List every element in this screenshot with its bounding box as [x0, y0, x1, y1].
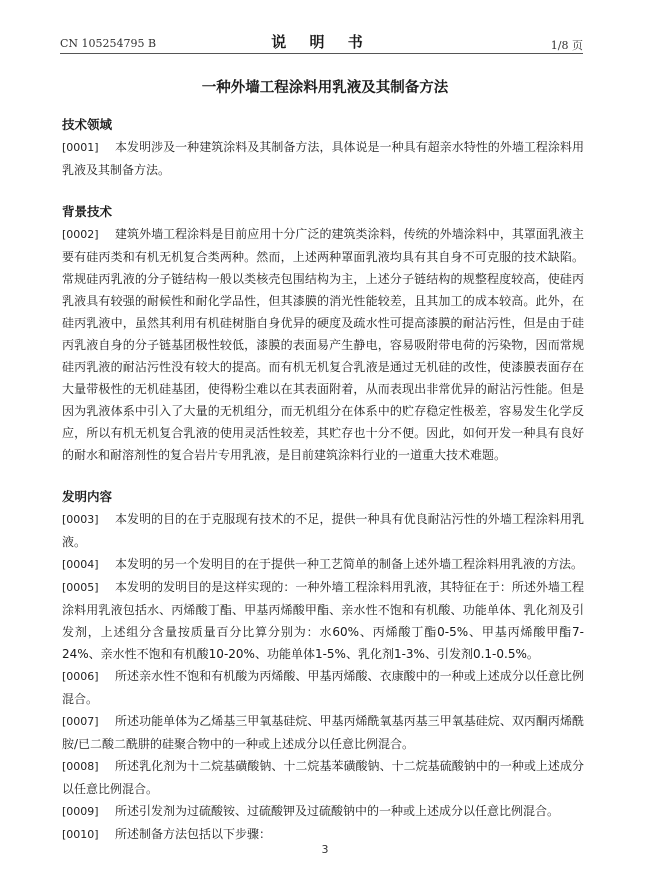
document-type: 说 明 书: [271, 33, 372, 51]
patent-number: CN 105254795 B: [60, 37, 157, 50]
paragraph-number: [0008]: [62, 760, 99, 773]
document-title: 一种外墙工程涂料用乳液及其制备方法: [201, 80, 449, 96]
page-indicator: 1/8 页: [550, 39, 583, 52]
page-number: 3: [321, 843, 329, 856]
paragraph-number: [0001]: [62, 141, 99, 154]
paragraph: [62, 665, 584, 710]
paragraph: [62, 576, 584, 665]
paragraph-number: [0007]: [62, 715, 99, 728]
paragraph-text: 本发明的另一个发明目的在于提供一种工艺简单的制备上述外墙工程涂料用乳液的方法。: [115, 557, 584, 571]
header-divider: [60, 53, 583, 54]
paragraph-text: 所述亲水性不饱和有机酸为丙烯酸、甲基丙烯酸、衣康酸中的一种或上述成分以任意比例混合。: [62, 669, 584, 706]
paragraph-number: [0003]: [62, 513, 99, 526]
page-header: [60, 28, 583, 54]
paragraph-text: 本发明的发明目的是这样实现的：一种外墙工程涂料用乳液，其特征在于：所述外墙工程涂料用乳液包括水、丙烯酸丁酯、甲基丙烯酸甲酯、亲水性不饱和有机酸、功能单体、乳化剂及引发剂，上述组分含量按质量百分比算分别为：水60%、丙烯酸丁酯0-5%、甲基丙烯酸甲酯7-24%、亲水性不饱和有机酸10-20%、功能单体1-5%、乳化剂1-3%、引发剂0.1-0.5%。: [62, 580, 584, 661]
paragraph: [62, 136, 584, 181]
paragraph-text: 本发明的目的在于克服现有技术的不足，提供一种具有优良耐沾污性的外墙工程涂料用乳液。: [62, 512, 584, 549]
paragraph-text: 所述引发剂为过硫酸铵、过硫酸钾及过硫酸钠中的一种或上述成分以任意比例混合。: [115, 804, 560, 818]
paragraph: [62, 800, 584, 823]
paragraph-number: [0004]: [62, 558, 99, 571]
section-heading: 发明内容: [62, 489, 113, 504]
paragraph-number: [0006]: [62, 670, 99, 683]
paragraph-number: [0005]: [62, 581, 99, 594]
paragraph-text: 所述乳化剂为十二烷基磺酸钠、十二烷基苯磺酸钠、十二烷基硫酸钠中的一种或上述成分以任意比例混合。: [62, 759, 584, 796]
paragraph-number: [0009]: [62, 805, 99, 818]
paragraph-text: 建筑外墙工程涂料是目前应用十分广泛的建筑类涂料，传统的外墙涂料中，其罩面乳液主要有硅丙类和有机无机复合类两种。然而，上述两种罩面乳液均具有其自身不可克服的技术缺陷。常规硅丙乳液的分子链结构一般以类核壳包围结构为主，上述分子链结构的规整程度较高，使硅丙乳液具有较强的耐候性和耐化学品性，但其漆膜的消光性能较差，且其加工的成本较高。此外，在硅丙乳液中，虽然其利用有机硅树脂自身优异的硬度及疏水性可提高漆膜的耐沾污性，但是由于硅丙乳液自身的分子链基团极性较低，漆膜的表面易产生静电，容易吸附带电荷的污染物，因而常规硅丙乳液的耐沾污性没有较大的提高。而有机无机复合乳液是通过无机硅的改性，使漆膜表面存在大量带极性的无机硅基团，使得粉尘难以在其表面附着，从而表现出非常优异的耐沾污性能。但是因为乳液体系中引入了大量的无机组分，而无机组分在体系中的贮存稳定性极差，容易发生化学反应，所以有机无机复合乳液的使用灵活性较差，其贮存也十分不便。因此，如何开发一种具有良好的耐水和耐溶剂性的复合岩片专用乳液，是目前建筑涂料行业的一道重大技术难题。: [62, 227, 584, 462]
paragraph-text: 本发明涉及一种建筑涂料及其制备方法，具体说是一种具有超亲水特性的外墙工程涂料用乳液及其制备方法。: [62, 140, 584, 177]
paragraph-text: 所述制备方法包括以下步骤：: [115, 827, 272, 841]
paragraph: [62, 508, 584, 553]
paragraph: [62, 553, 584, 576]
paragraph-number: [0010]: [62, 828, 99, 841]
section-heading: 背景技术: [62, 204, 113, 219]
paragraph: [62, 223, 584, 466]
document-body: [62, 114, 584, 846]
section-heading: 技术领域: [62, 117, 113, 132]
paragraph-text: 所述功能单体为乙烯基三甲氧基硅烷、甲基丙烯酰氧基丙基三甲氧基硅烷、双丙酮丙烯酰胺/已二酸二酰肼的硅聚合物中的一种或上述成分以任意比例混合。: [62, 714, 584, 751]
paragraph: [62, 755, 584, 800]
paragraph: [62, 710, 584, 755]
paragraph-number: [0002]: [62, 228, 99, 241]
